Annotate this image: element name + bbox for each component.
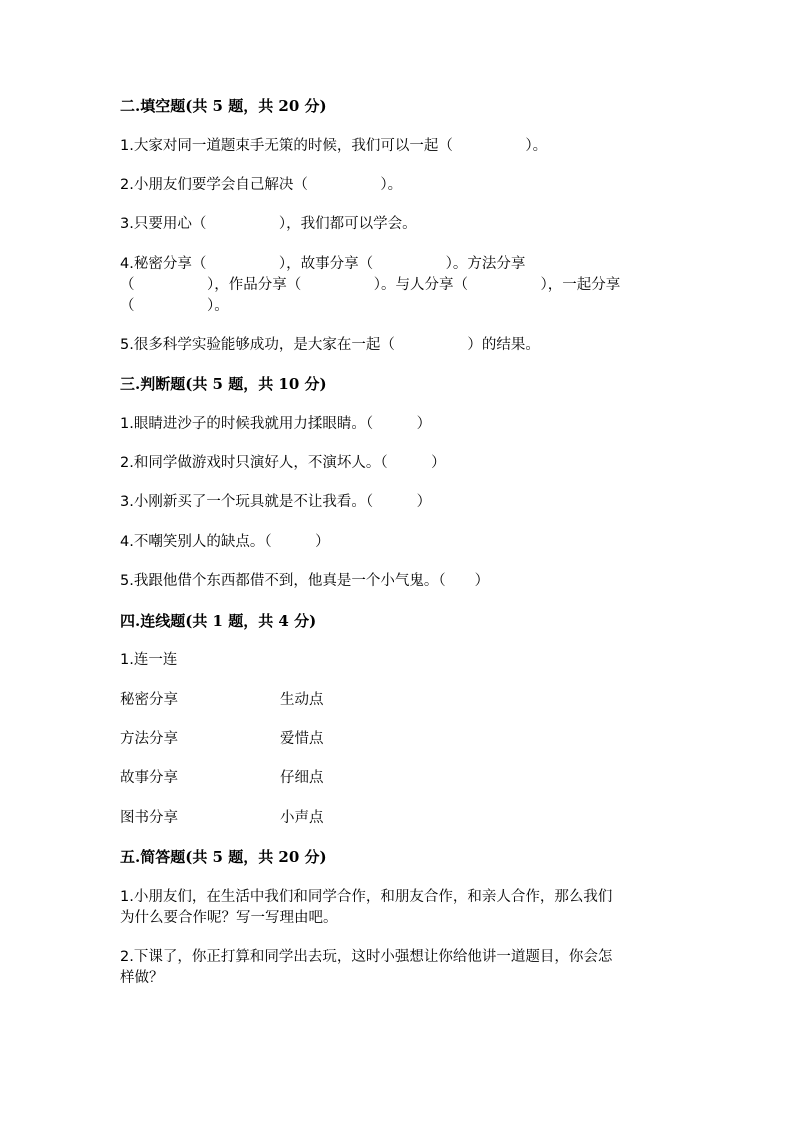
short-answer-question-2-line-1: 2.下课了，你正打算和同学出去玩，这时小强想让你给他讲一道题目，你会怎 — [120, 949, 613, 965]
match-left-item: 方法分享 — [120, 731, 178, 747]
fill-question-1: 1.大家对同一道题束手无策的时候，我们可以一起（ ）。 — [120, 138, 548, 154]
short-answer-question-1-line-2: 为什么要合作呢？写一写理由吧。 — [120, 910, 338, 926]
section-5-heading: 五.简答题(共 5 题，共 20 分) — [120, 848, 327, 866]
fill-question-4-line-3: （ ）。 — [120, 298, 229, 314]
match-question-1: 1.连一连 — [120, 652, 178, 668]
fill-question-3: 3.只要用心（ ），我们都可以学会。 — [120, 216, 417, 232]
judge-question-4: 4.不嘲笑别人的缺点。（ ） — [120, 534, 330, 550]
section-2-heading: 二.填空题(共 5 题，共 20 分) — [120, 97, 327, 115]
fill-question-4-line-2: （ ），作品分享（ ）。与人分享（ ），一起分享 — [120, 277, 621, 293]
fill-question-4-line-1: 4.秘密分享（ ），故事分享（ ）。方法分享 — [120, 256, 526, 272]
short-answer-question-2-line-2: 样做？ — [120, 970, 164, 986]
match-right-item: 生动点 — [280, 692, 324, 708]
judge-question-2: 2.和同学做游戏时只演好人，不演坏人。（ ） — [120, 455, 446, 471]
match-left-item: 故事分享 — [120, 770, 178, 786]
judge-question-1: 1.眼睛进沙子的时候我就用力揉眼睛。（ ） — [120, 416, 432, 432]
section-4-heading: 四.连线题(共 1 题，共 4 分) — [120, 612, 317, 630]
fill-question-5: 5.很多科学实验能够成功，是大家在一起（ ）的结果。 — [120, 337, 540, 353]
judge-question-3: 3.小刚新买了一个玩具就是不让我看。（ ） — [120, 494, 432, 510]
fill-question-2: 2.小朋友们要学会自己解决（ ）。 — [120, 177, 403, 193]
short-answer-question-1-line-1: 1.小朋友们，在生活中我们和同学合作，和朋友合作，和亲人合作，那么我们 — [120, 889, 613, 905]
section-3-heading: 三.判断题(共 5 题，共 10 分) — [120, 375, 327, 393]
match-right-item: 小声点 — [280, 810, 324, 826]
match-right-item: 仔细点 — [280, 770, 324, 786]
match-left-item: 图书分享 — [120, 810, 178, 826]
match-right-item: 爱惜点 — [280, 731, 324, 747]
match-left-item: 秘密分享 — [120, 692, 178, 708]
judge-question-5: 5.我跟他借个东西都借不到，他真是一个小气鬼。（ ） — [120, 573, 490, 589]
